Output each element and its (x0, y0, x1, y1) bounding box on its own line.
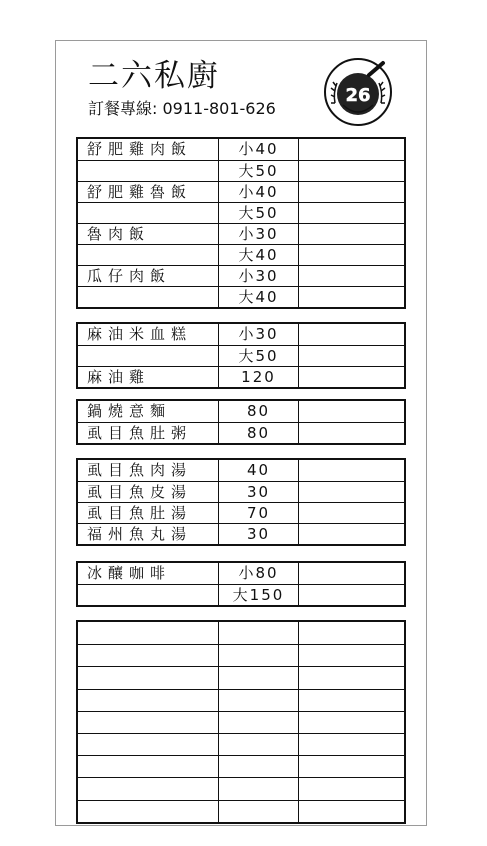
table-row (78, 666, 404, 688)
item-name: 麻油米血糕 (78, 324, 219, 345)
blank-cell (299, 667, 404, 688)
item-name: 虱目魚肉湯 (78, 460, 219, 481)
item-name (78, 712, 219, 733)
item-name: 麻油雞 (78, 367, 219, 387)
blank-cell (299, 645, 404, 666)
blank-cell (299, 324, 404, 345)
item-price (219, 667, 299, 688)
item-price: 80 (219, 423, 299, 443)
item-name: 虱目魚肚湯 (78, 503, 219, 523)
blank-cell (299, 224, 404, 244)
blank-cell (299, 801, 404, 822)
blank-cell (299, 734, 404, 755)
item-price: 大150 (219, 585, 299, 605)
item-price (219, 712, 299, 733)
item-price: 大50 (219, 203, 299, 223)
item-price: 小30 (219, 224, 299, 244)
item-name (78, 346, 219, 366)
item-price (219, 778, 299, 799)
item-price: 小40 (219, 182, 299, 202)
logo-text: 26 (345, 85, 371, 106)
table-row (78, 202, 404, 223)
item-name (78, 161, 219, 181)
item-price: 小30 (219, 324, 299, 345)
table-row (78, 345, 404, 366)
blank-cell (299, 287, 404, 307)
item-name: 舒肥雞魯飯 (78, 182, 219, 202)
item-name (78, 245, 219, 265)
coffee-table (76, 561, 406, 607)
item-price: 小30 (219, 266, 299, 286)
table-row (78, 777, 404, 799)
table-row (78, 800, 404, 822)
blank-cell (299, 503, 404, 523)
item-name: 冰釀咖啡 (78, 563, 219, 584)
item-name (78, 667, 219, 688)
item-price: 大50 (219, 161, 299, 181)
item-price: 小40 (219, 139, 299, 160)
blank-cell (299, 245, 404, 265)
item-price (219, 622, 299, 644)
item-name (78, 734, 219, 755)
item-name (78, 203, 219, 223)
table-row (78, 755, 404, 777)
blank-cell (299, 460, 404, 481)
item-name: 魯肉飯 (78, 224, 219, 244)
table-row (78, 401, 404, 422)
blank-cell (299, 401, 404, 422)
item-price: 120 (219, 367, 299, 387)
item-price: 大40 (219, 245, 299, 265)
table-row (78, 644, 404, 666)
blank-cell (299, 182, 404, 202)
table-row (78, 711, 404, 733)
blank-cell (299, 756, 404, 777)
restaurant-title: 二六私廚 (88, 58, 220, 94)
table-row (78, 733, 404, 755)
blank-cell (299, 482, 404, 502)
item-price: 大50 (219, 346, 299, 366)
item-name (78, 756, 219, 777)
blank-cell (299, 203, 404, 223)
item-name: 福州魚丸湯 (78, 524, 219, 544)
item-price (219, 690, 299, 711)
table-row (78, 523, 404, 544)
logo-icon (323, 57, 393, 127)
blank-cell (299, 524, 404, 544)
table-row (78, 422, 404, 443)
blank-cell (299, 563, 404, 584)
item-name (78, 622, 219, 644)
table-row (78, 139, 404, 160)
blank-cell (299, 778, 404, 799)
item-price: 70 (219, 503, 299, 523)
table-row (78, 460, 404, 481)
blank-cell (299, 423, 404, 443)
item-price: 小80 (219, 563, 299, 584)
noodle-table (76, 399, 406, 445)
item-name (78, 690, 219, 711)
blank-cell (299, 161, 404, 181)
item-name (78, 801, 219, 822)
table-row (78, 223, 404, 244)
table-row (78, 481, 404, 502)
table-row (78, 160, 404, 181)
table-row (78, 563, 404, 584)
item-name: 舒肥雞肉飯 (78, 139, 219, 160)
table-row (78, 584, 404, 605)
table-row (78, 689, 404, 711)
rice-table (76, 137, 406, 309)
item-name: 瓜仔肉飯 (78, 266, 219, 286)
blank-cell (299, 585, 404, 605)
item-name (78, 287, 219, 307)
item-price: 30 (219, 482, 299, 502)
table-row (78, 366, 404, 387)
table-row (78, 265, 404, 286)
item-name: 鍋燒意麵 (78, 401, 219, 422)
item-price (219, 734, 299, 755)
blank-cell (299, 622, 404, 644)
item-price: 80 (219, 401, 299, 422)
item-name: 虱目魚皮湯 (78, 482, 219, 502)
blank-cell (299, 346, 404, 366)
item-price: 30 (219, 524, 299, 544)
table-row (78, 324, 404, 345)
blank-cell (299, 367, 404, 387)
table-row (78, 181, 404, 202)
soup-table (76, 458, 406, 546)
blank-table (76, 620, 406, 824)
item-name: 虱目魚肚粥 (78, 423, 219, 443)
order-phone: 訂餐專線: 0911-801-626 (88, 99, 276, 118)
item-name (78, 778, 219, 799)
item-name (78, 585, 219, 605)
item-name (78, 645, 219, 666)
item-price (219, 756, 299, 777)
item-price: 大40 (219, 287, 299, 307)
item-price (219, 801, 299, 822)
item-price (219, 645, 299, 666)
table-row (78, 502, 404, 523)
blank-cell (299, 139, 404, 160)
blank-cell (299, 690, 404, 711)
table-row (78, 244, 404, 265)
table-row (78, 286, 404, 307)
item-price: 40 (219, 460, 299, 481)
blank-cell (299, 266, 404, 286)
sesame-table (76, 322, 406, 389)
blank-cell (299, 712, 404, 733)
table-row (78, 622, 404, 644)
